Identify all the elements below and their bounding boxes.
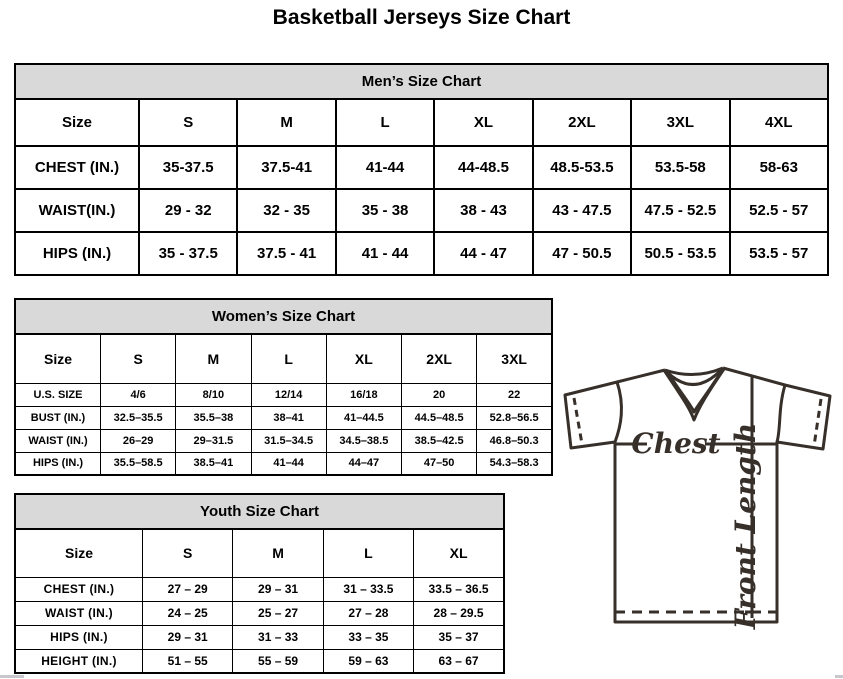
size-value-cell: 37.5 - 41 [237,232,335,275]
measurement-row-label: WAIST(IN.) [15,189,139,232]
size-value-cell: 29 – 31 [143,625,233,649]
size-corner-header: Size [15,99,139,146]
size-value-cell: 25 – 27 [233,601,323,625]
size-value-cell: 31.5–34.5 [251,429,326,452]
size-header-row [15,529,504,577]
size-value-cell: 32.5–35.5 [101,406,176,429]
size-value-cell: 27 – 29 [143,577,233,601]
size-corner-header: Size [15,529,143,577]
size-column-header: S [101,334,176,383]
womens-chart-title: Women’s Size Chart [14,298,553,335]
size-value-cell: 38.5–41 [176,452,251,475]
size-value-cell: 38.5–42.5 [402,429,477,452]
measurement-row-label: HIPS (IN.) [15,625,143,649]
bottom-right-edge-fragment [835,675,843,678]
size-value-cell: 4/6 [101,383,176,406]
size-value-cell: 33 – 35 [323,625,413,649]
size-value-cell: 31 – 33 [233,625,323,649]
mens-size-chart-section [14,63,829,276]
size-value-cell: 22 [477,383,552,406]
measurement-row-label: WAIST (IN.) [15,601,143,625]
size-value-cell: 52.5 - 57 [730,189,828,232]
measurement-row [15,383,552,406]
size-header-row [15,334,552,383]
size-column-header: L [323,529,413,577]
womens-size-table [14,333,553,476]
size-value-cell: 29 - 32 [139,189,237,232]
measurement-row [15,452,552,475]
measurement-row [15,146,828,189]
size-column-header: 4XL [730,99,828,146]
size-value-cell: 44 - 47 [434,232,532,275]
measurement-row [15,406,552,429]
size-column-header: XL [414,529,504,577]
size-value-cell: 38 - 43 [434,189,532,232]
mens-chart-title: Men’s Size Chart [14,63,829,100]
size-value-cell: 35-37.5 [139,146,237,189]
mens-size-table [14,98,829,276]
size-corner-header: Size [15,334,101,383]
size-column-header: M [176,334,251,383]
measurement-row [15,189,828,232]
youth-size-chart-section [14,493,505,674]
womens-size-chart-section [14,298,553,476]
size-value-cell: 50.5 - 53.5 [631,232,729,275]
size-value-cell: 27 – 28 [323,601,413,625]
youth-chart-title: Youth Size Chart [14,493,505,530]
size-value-cell: 58-63 [730,146,828,189]
measurement-row-label: WAIST (IN.) [15,429,101,452]
size-value-cell: 47 - 50.5 [533,232,631,275]
jersey-outline-icon [565,368,830,622]
size-value-cell: 51 – 55 [143,649,233,673]
measurement-row-label: HEIGHT (IN.) [15,649,143,673]
size-value-cell: 41–44.5 [326,406,401,429]
size-value-cell: 52.8–56.5 [477,406,552,429]
measurement-row-label: CHEST (IN.) [15,577,143,601]
size-column-header: 3XL [477,334,552,383]
size-value-cell: 31 – 33.5 [323,577,413,601]
size-column-header: 2XL [533,99,631,146]
size-column-header: S [143,529,233,577]
size-value-cell: 29–31.5 [176,429,251,452]
size-value-cell: 37.5-41 [237,146,335,189]
size-column-header: XL [326,334,401,383]
measurement-row-label: U.S. SIZE [15,383,101,406]
measurement-row [15,601,504,625]
size-value-cell: 8/10 [176,383,251,406]
size-value-cell: 44-48.5 [434,146,532,189]
measurement-row [15,429,552,452]
measurement-row-label: BUST (IN.) [15,406,101,429]
size-column-header: S [139,99,237,146]
size-value-cell: 29 – 31 [233,577,323,601]
jersey-measurement-diagram [555,354,843,646]
size-value-cell: 41 - 44 [336,232,434,275]
size-value-cell: 24 – 25 [143,601,233,625]
size-value-cell: 43 - 47.5 [533,189,631,232]
measurement-row [15,625,504,649]
size-value-cell: 32 - 35 [237,189,335,232]
size-value-cell: 46.8–50.3 [477,429,552,452]
size-value-cell: 44.5–48.5 [402,406,477,429]
size-value-cell: 26–29 [101,429,176,452]
size-column-header: M [237,99,335,146]
bottom-left-edge-fragment [0,675,24,678]
size-value-cell: 35 - 38 [336,189,434,232]
chest-label: Chest [631,427,721,460]
size-value-cell: 47.5 - 52.5 [631,189,729,232]
size-value-cell: 41-44 [336,146,434,189]
size-header-row [15,99,828,146]
size-value-cell: 35.5–58.5 [101,452,176,475]
size-value-cell: 63 – 67 [414,649,504,673]
size-value-cell: 55 – 59 [233,649,323,673]
size-value-cell: 33.5 – 36.5 [414,577,504,601]
size-value-cell: 41–44 [251,452,326,475]
size-value-cell: 16/18 [326,383,401,406]
size-value-cell: 59 – 63 [323,649,413,673]
size-column-header: 2XL [402,334,477,383]
size-column-header: XL [434,99,532,146]
youth-size-table [14,528,505,674]
size-value-cell: 47–50 [402,452,477,475]
size-value-cell: 35.5–38 [176,406,251,429]
size-value-cell: 28 – 29.5 [414,601,504,625]
size-column-header: L [251,334,326,383]
front-length-label: Front Length [729,422,762,630]
page-title: Basketball Jerseys Size Chart [272,6,571,29]
measurement-row-label: HIPS (IN.) [15,232,139,275]
size-column-header: M [233,529,323,577]
measurement-row [15,232,828,275]
size-value-cell: 35 – 37 [414,625,504,649]
size-value-cell: 44–47 [326,452,401,475]
size-column-header: 3XL [631,99,729,146]
size-value-cell: 12/14 [251,383,326,406]
size-value-cell: 53.5-58 [631,146,729,189]
measurement-row-label: HIPS (IN.) [15,452,101,475]
size-column-header: L [336,99,434,146]
measurement-row-label: CHEST (IN.) [15,146,139,189]
size-value-cell: 38–41 [251,406,326,429]
measurement-row [15,649,504,673]
size-value-cell: 53.5 - 57 [730,232,828,275]
measurement-row [15,577,504,601]
size-value-cell: 34.5–38.5 [326,429,401,452]
size-value-cell: 54.3–58.3 [477,452,552,475]
size-value-cell: 35 - 37.5 [139,232,237,275]
size-value-cell: 48.5-53.5 [533,146,631,189]
size-value-cell: 20 [402,383,477,406]
